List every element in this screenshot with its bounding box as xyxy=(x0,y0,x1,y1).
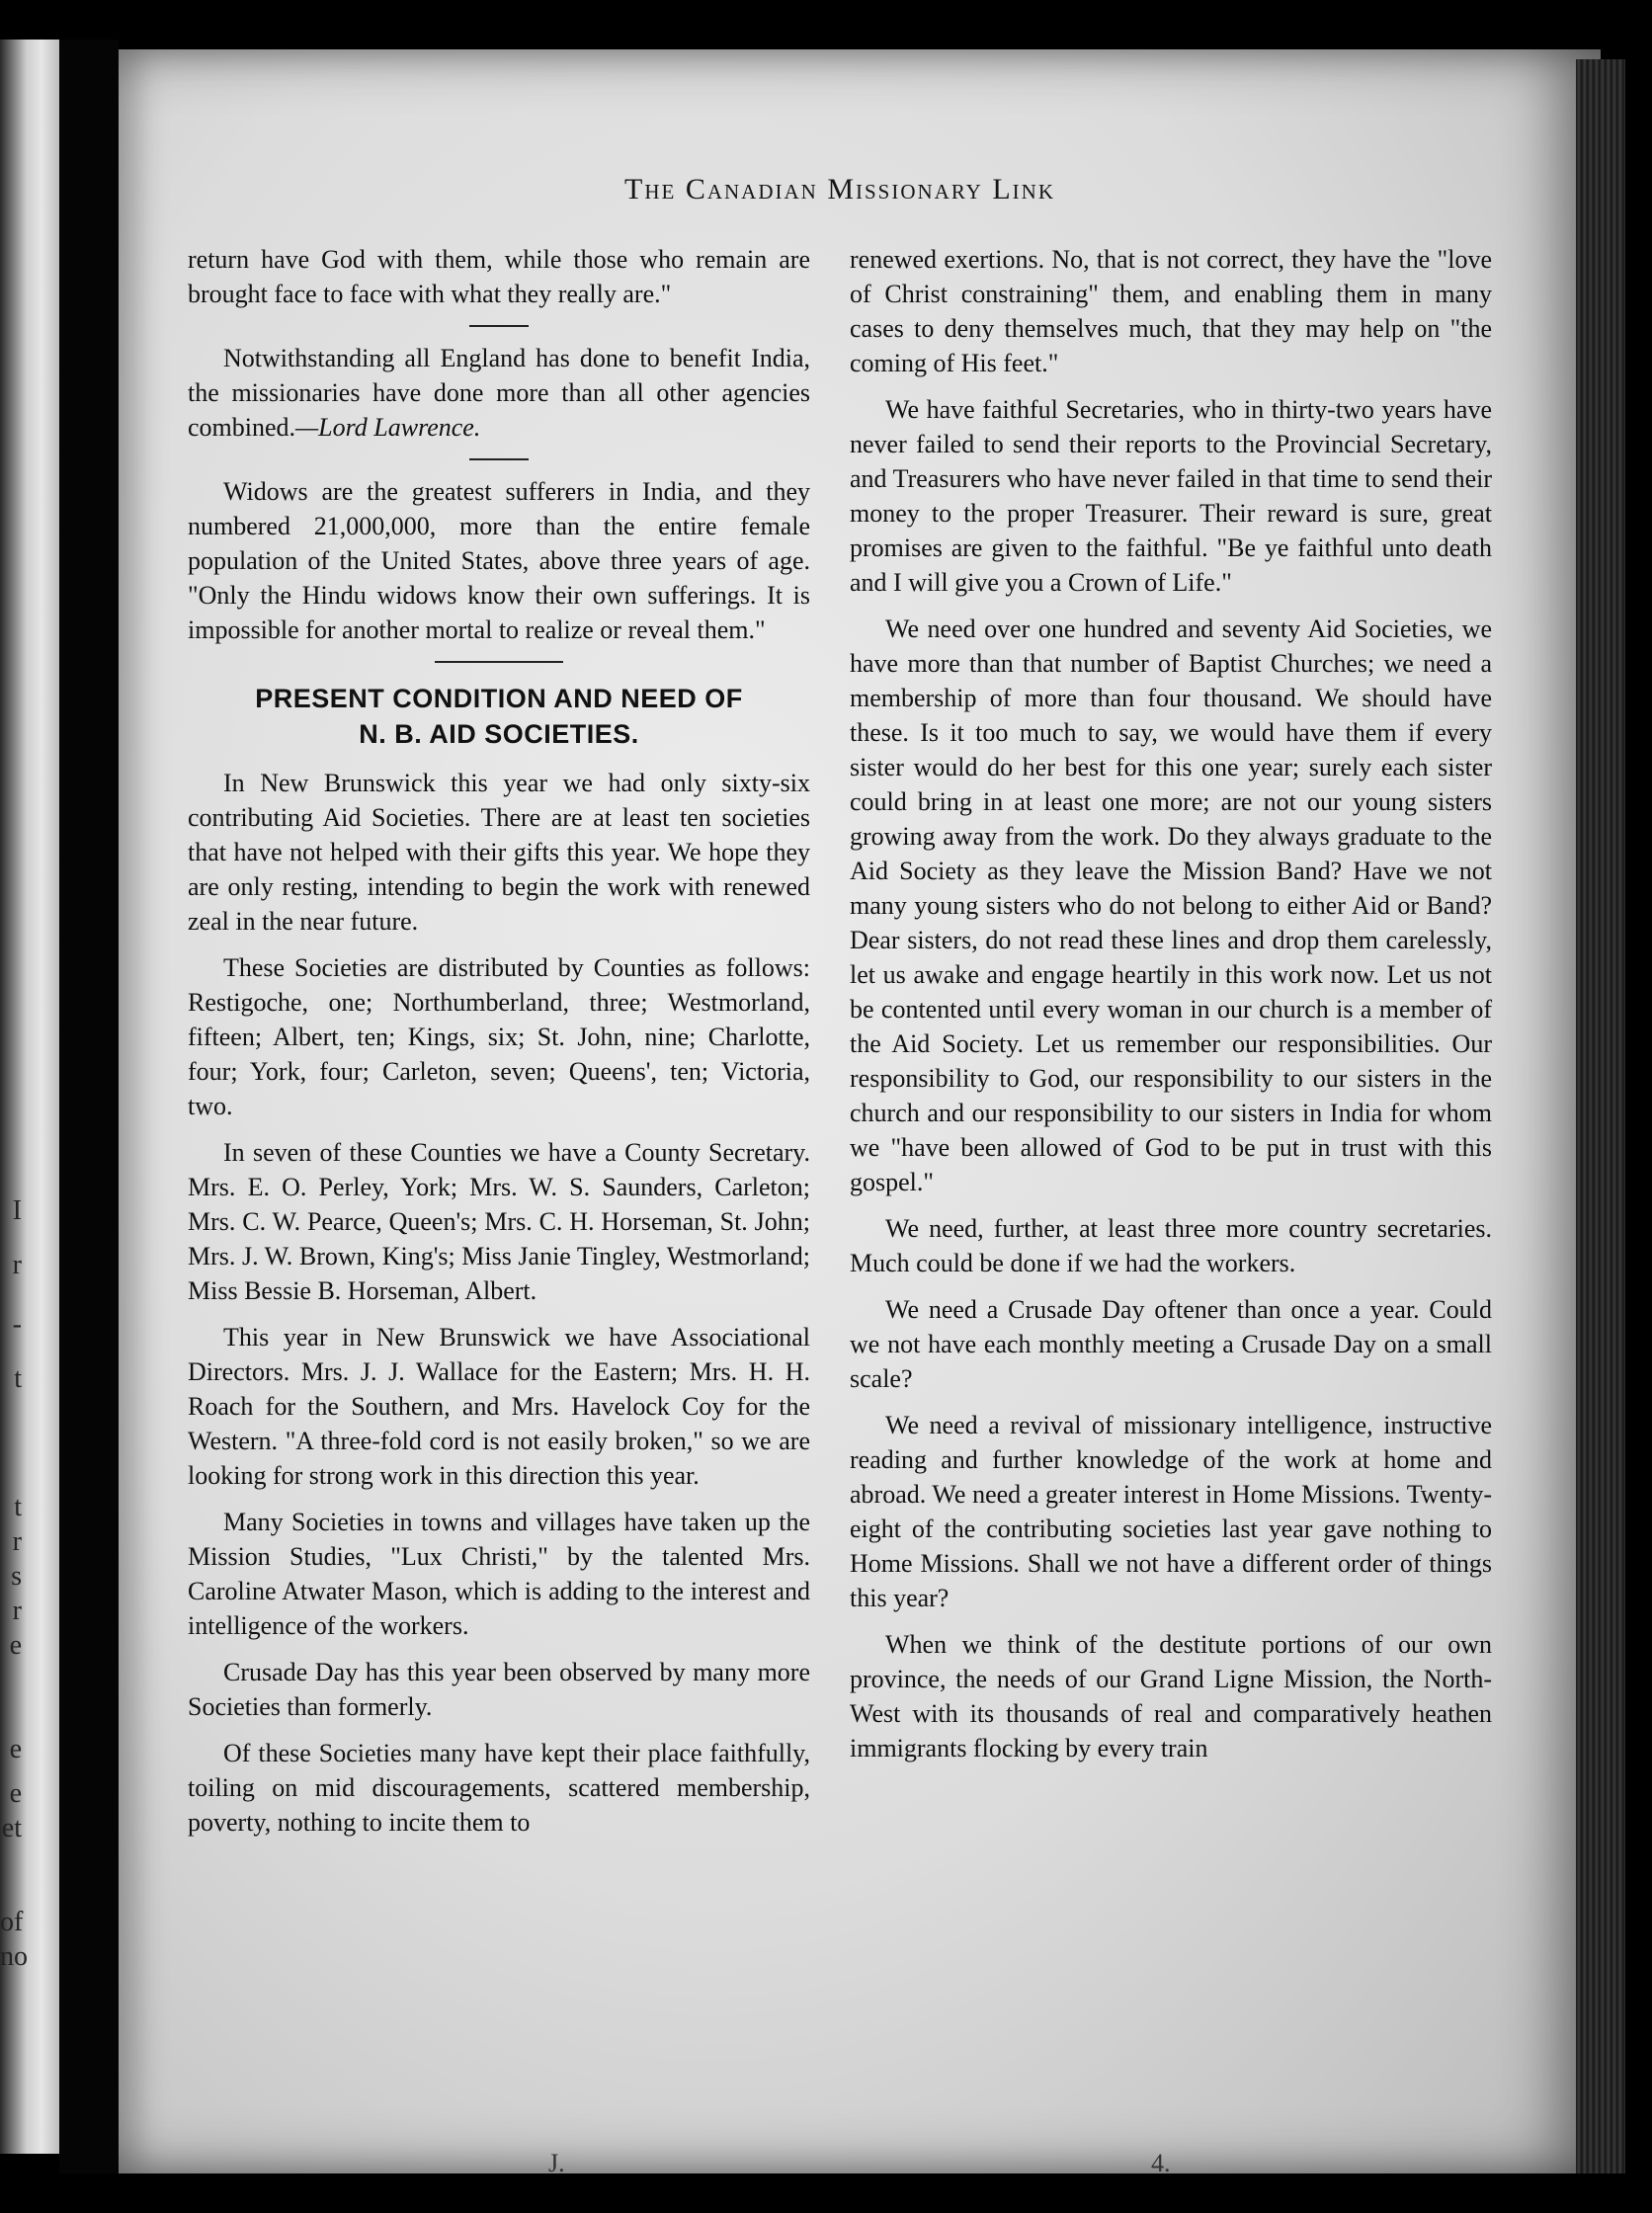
paragraph: We need over one hundred and seventy Aid Societies, we have more than that number of Baptist Churches; we need a membership of more than four thousand. We should have these. Is it too much to say, we would have them if every sister would do her best for this one year; surely each sister could bring in at least one more; are not our young sisters growing away from the work. Do they always graduate to the Aid Society as they leave the Mission Band? Have we not many young sisters who do not belong to either Aid or Band? Dear sisters, do not read these lines and drop them carelessly, let us awake and engage heartily in this work now. Let us not be contented until every woman in our church is a member of the Aid Society. Let us remember our responsibilities. Our responsibility to God, our responsibility to our sisters in the church and our responsibility to our sisters in India for whom we "have been allowed of God to be put in trust with this gospel." xyxy=(850,615,1492,1196)
prev-page-fragment: s xyxy=(11,1561,22,1592)
prev-page-fragment: r xyxy=(12,1526,22,1557)
paragraph: renewed exertions. No, that is not correct, they have the "love of Christ constraining" them, and enabling them in many cases to deny themselves much, that they may help on "the coming of His feet." xyxy=(850,245,1492,377)
paragraph xyxy=(188,341,810,445)
prev-page-fragment: e xyxy=(9,1778,22,1809)
heading-line: N. B. AID SOCIETIES. xyxy=(359,719,639,749)
right-column xyxy=(850,242,1492,1777)
prev-page-fragment: no xyxy=(0,1941,28,1972)
book-gutter xyxy=(59,40,119,2173)
heading-line: PRESENT CONDITION AND NEED OF xyxy=(255,684,743,713)
prev-page-fragment: t xyxy=(14,1363,22,1394)
separator-rule xyxy=(469,325,529,327)
section-heading xyxy=(188,681,810,752)
paragraph: return have God with them, while those who remain are brought face to face with what they really are." xyxy=(188,245,810,308)
paragraph: We need, further, at least three more country secretaries. Much could be done if we had the workers. xyxy=(850,1214,1492,1277)
previous-page-edge xyxy=(0,40,59,2154)
paragraph: When we think of the destitute portions of our own province, the needs of our Grand Ligne Mission, the North-West with its thousands of real and comparatively heathen immigrants flocking by every train xyxy=(850,1630,1492,1762)
prev-page-fragment: of xyxy=(0,1907,24,1937)
prev-page-fragment: e xyxy=(9,1734,22,1764)
attribution: —Lord Lawrence. xyxy=(295,413,481,442)
paragraph: Many Societies in towns and villages have taken up the Mission Studies, "Lux Christi," by the talented Mrs. Caroline Atwater Mason, which is adding to the interest and intelligence of the workers. xyxy=(188,1508,810,1640)
paragraph: We have faithful Secretaries, who in thirty-two years have never failed to send their reports to the Provincial Secretary, and Treasurers who have never failed in that time to send their money to the proper Treasurer. Their reward is sure, great promises are given to the faithful. "Be ye faithful unto death and I will give you a Crown of Life." xyxy=(850,395,1492,597)
bottom-mark: 4. xyxy=(1151,2149,1171,2177)
separator-rule xyxy=(469,458,529,460)
paragraph: We need a Crusade Day oftener than once a year. Could we not have each monthly meeting a Crusade Day on a small scale? xyxy=(850,1295,1492,1393)
prev-page-fragment: r xyxy=(12,1250,22,1280)
prev-page-fragment: t xyxy=(14,1492,22,1522)
quote-text: Notwithstanding all England has done to benefit India, the missionaries have done more than all other agencies combined. xyxy=(188,344,810,442)
paragraph: In seven of these Counties we have a County Secretary. Mrs. E. O. Perley, York; Mrs. W. S. Saunders, Carleton; Mrs. C. W. Pearce, Queen's; Mrs. C. H. Horseman, St. John; Mrs. J. W. Brown, King's; Miss Janie Tingley, Westmorland; Miss Bessie B. Horseman, Albert. xyxy=(188,1138,810,1305)
prev-page-fragment: I xyxy=(12,1195,22,1226)
left-column xyxy=(188,242,810,1851)
paragraph: These Societies are distributed by Counties as follows: Restigoche, one; Northumberland, three; Westmorland, fifteen; Albert, ten; Kings, six; St. John, nine; Charlotte, four; York, four; Carleton, seven; Queens', ten; Victoria, two. xyxy=(188,953,810,1120)
prev-page-fragment: r xyxy=(12,1596,22,1626)
prev-page-fragment: et xyxy=(1,1813,22,1844)
page-stack-edge xyxy=(1576,59,1625,2173)
paragraph: This year in New Brunswick we have Associational Directors. Mrs. J. J. Wallace for the Eastern; Mrs. H. H. Roach for the Southern, and Mrs. Havelock Coy for the Western. "A three-fold cord is not easily broken," so we are looking for strong work in this direction this year. xyxy=(188,1323,810,1490)
separator-rule xyxy=(435,661,563,663)
bottom-mark: J. xyxy=(548,2149,565,2177)
paragraph: We need a revival of missionary intelligence, instructive reading and further knowledge of the work at home and abroad. We need a greater interest in Home Missions. Twenty-eight of the contributing societies last year gave nothing to Home Missions. Shall we not have a different order of things this year? xyxy=(850,1411,1492,1612)
running-head: The Canadian Missionary Link xyxy=(624,173,1055,205)
paragraph: Crusade Day has this year been observed by many more Societies than formerly. xyxy=(188,1658,810,1721)
paragraph: In New Brunswick this year we had only sixty-six contributing Aid Societies. There are at least ten societies that have not helped with their gifts this year. We hope they are only resting, intending to begin the work with renewed zeal in the near future. xyxy=(188,769,810,936)
prev-page-fragment: - xyxy=(12,1309,22,1340)
prev-page-fragment: e xyxy=(9,1630,22,1661)
paragraph: Of these Societies many have kept their place faithfully, toiling on mid discouragements, scattered membership, poverty, nothing to incite them to xyxy=(188,1739,810,1837)
paragraph: Widows are the greatest sufferers in India, and they numbered 21,000,000, more than the entire female population of the United States, above three years of age. "Only the Hindu widows know their own sufferings. It is impossible for another mortal to realize or reveal them." xyxy=(188,477,810,644)
